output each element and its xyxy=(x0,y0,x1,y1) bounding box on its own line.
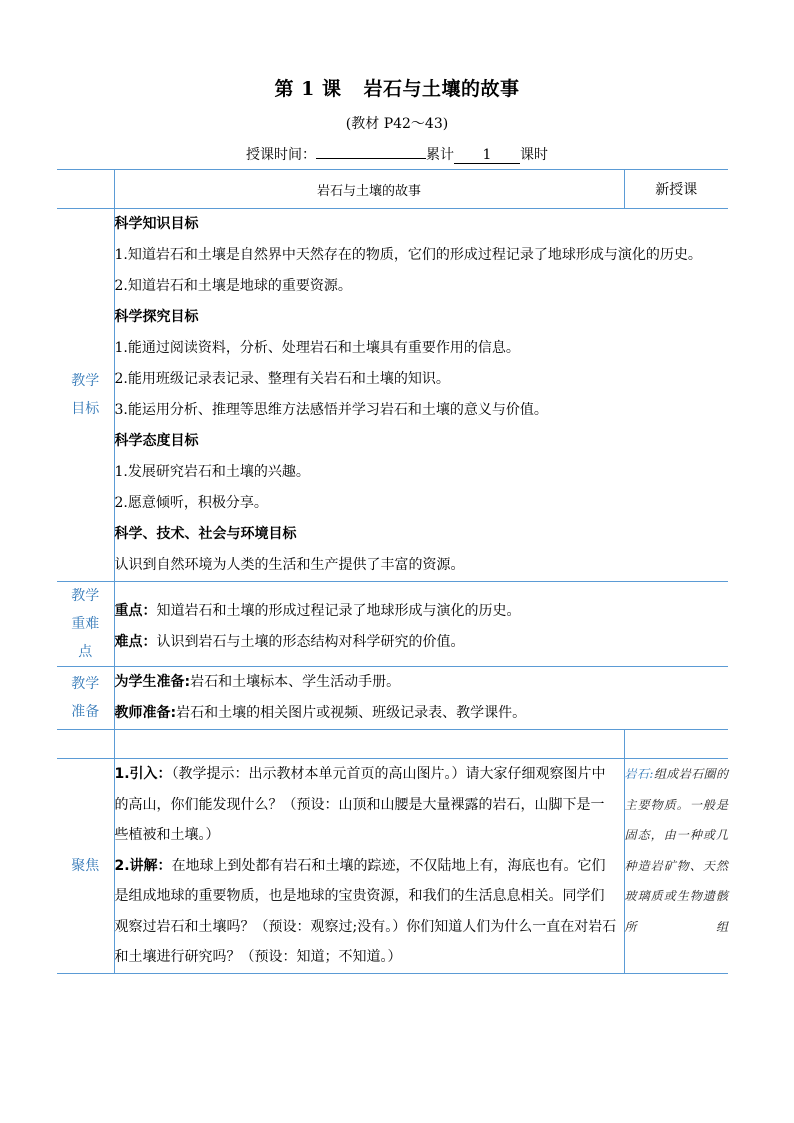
intro-text: （教学提示：出示教材本单元首页的高山图片。）请大家仔细观察图片中的高山，你们能发现什么？（预设：山顶和山腰是大量裸露的岩石，山脚下是一些植被和土壤。） xyxy=(114,766,606,843)
objective-item: 3.能运用分析、推理等思维方法感悟并学习岩石和土壤的意义与价值。 xyxy=(114,402,548,418)
preparation-content xyxy=(114,667,728,730)
process-header-label xyxy=(57,730,114,759)
objectives-row xyxy=(57,209,728,582)
preparation-row xyxy=(57,667,728,730)
keypoints-content xyxy=(114,582,728,667)
process-header-notes xyxy=(624,730,728,759)
objective-heading: 科学知识目标 xyxy=(114,216,199,232)
preparation-label: 教学 准备 xyxy=(57,667,114,730)
schedule-line xyxy=(0,144,794,164)
keypoints-label: 教学 重难 点 xyxy=(57,582,114,667)
objective-item: 2.愿意倾听，积极分享。 xyxy=(114,495,268,511)
explain-text: 在地球上到处都有岩石和土壤的踪迹，不仅陆地上有，海底也有。它们是组成地球的重要物质，也是地球的宝贵资源，和我们的生活息息相关。同学们观察过岩石和土壤吗？（预设：观察过;没有。）你们知道人们为什么一直在对岩石和土壤进行研究吗？（预设：知道；不知道。） xyxy=(114,857,617,965)
intro-label: 1.引入： xyxy=(114,766,172,782)
key-point-text: 知道岩石和土壤的形成过程记录了地球形成与演化的历史。 xyxy=(156,603,521,619)
student-prep-label: 为学生准备: xyxy=(114,674,191,690)
focus-label: 聚焦 xyxy=(57,759,114,974)
objective-item: 2.知道岩石和土壤是地球的重要资源。 xyxy=(114,278,352,294)
note-text: 组成岩石圈的主要物质。一般是固态，由一种或几种造岩矿物、天然玻璃质或生物遗骸所组 xyxy=(624,767,728,934)
time-label: 授课时间： xyxy=(246,147,316,163)
topic-row xyxy=(57,170,728,209)
lesson-type-cell: 新授课 xyxy=(624,170,728,209)
difficult-point-text: 认识到岩石与土壤的形态结构对科学研究的价值。 xyxy=(156,634,465,650)
explain-label: 2.讲解： xyxy=(114,857,172,874)
total-label: 累计 xyxy=(426,147,454,163)
page-title xyxy=(0,74,794,101)
key-point-label: 重点： xyxy=(114,603,157,619)
difficult-point-label: 难点： xyxy=(114,634,157,650)
objective-item: 1.知道岩石和土壤是自然界中天然存在的物质，它们的形成过程记录了地球形成与演化的历史。 xyxy=(114,247,702,263)
keypoints-row xyxy=(57,582,728,667)
note-keyword: 岩石: xyxy=(624,767,654,781)
process-header-main xyxy=(114,730,624,759)
teacher-prep-label: 教师准备: xyxy=(114,705,177,721)
focus-row xyxy=(57,759,728,974)
margin-note xyxy=(624,759,728,974)
objective-heading: 科学、技术、社会与环境目标 xyxy=(114,526,297,542)
textbook-pages: (教材 P42～43) xyxy=(345,116,449,132)
objective-heading: 科学态度目标 xyxy=(114,433,199,449)
student-prep-text: 岩石和土壤标本、学生活动手册。 xyxy=(190,674,401,690)
period-label: 课时 xyxy=(520,147,548,163)
objectives-content xyxy=(114,209,728,582)
objective-item: 1.能通过阅读资料，分析、处理岩石和土壤具有重要作用的信息。 xyxy=(114,340,520,356)
objective-item: 1.发展研究岩石和土壤的兴趣。 xyxy=(114,464,310,480)
focus-content xyxy=(114,759,624,974)
topic-row-label xyxy=(57,170,114,209)
objective-item: 2.能用班级记录表记录、整理有关岩石和土壤的知识。 xyxy=(114,371,450,387)
objective-heading: 科学探究目标 xyxy=(114,309,199,325)
objectives-label: 教学 目标 xyxy=(57,209,114,582)
topic-cell: 岩石与土壤的故事 xyxy=(114,170,624,209)
teacher-prep-text: 岩石和土壤的相关图片或视频、班级记录表、教学课件。 xyxy=(176,705,527,721)
objective-item: 认识到自然环境为人类的生活和生产提供了丰富的资源。 xyxy=(114,557,465,573)
lesson-plan-table xyxy=(57,169,728,974)
process-header-row xyxy=(57,730,728,759)
lesson-number: 第 1 课 xyxy=(274,78,342,100)
total-periods[interactable]: 1 xyxy=(454,147,520,164)
time-blank[interactable] xyxy=(316,158,426,159)
lesson-title: 岩石与土壤的故事 xyxy=(363,78,520,100)
